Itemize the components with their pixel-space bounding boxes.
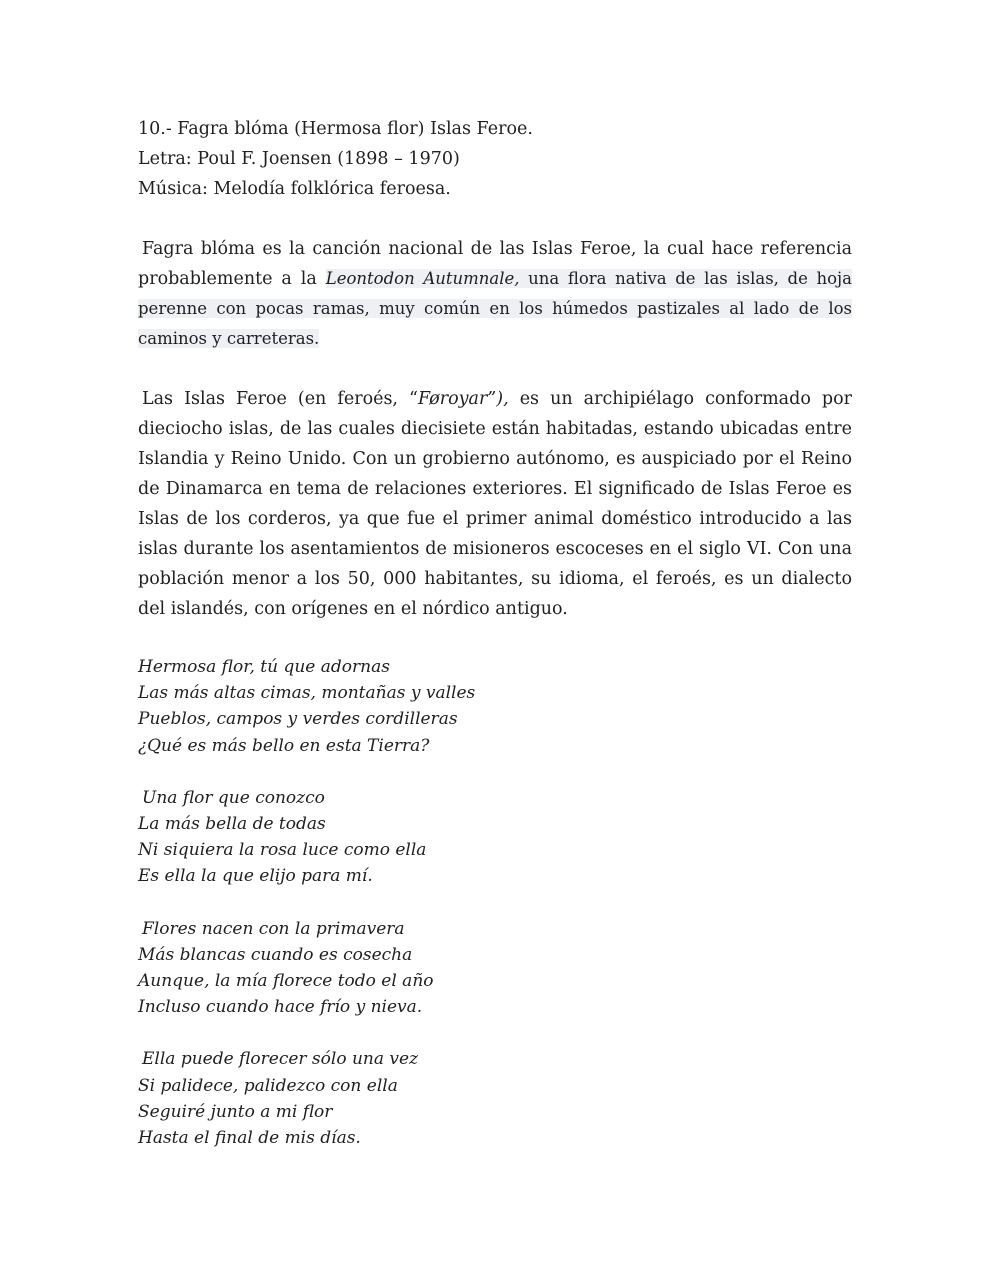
species-name: Leontodon Autumnale, xyxy=(325,269,520,288)
verse-line: Flores nacen con la primavera xyxy=(142,918,405,939)
islands-text-1: Las Islas Feroe (en feroés, “ xyxy=(142,389,418,409)
verse-line: Es ella la que elijo para mí. xyxy=(138,866,373,887)
native-name: Føroyar”), xyxy=(418,389,509,409)
verse-line: Hasta el final de mis días. xyxy=(138,1128,361,1149)
document-page xyxy=(138,114,852,1177)
islands-paragraph xyxy=(138,384,852,624)
stanza-3 xyxy=(138,916,852,1021)
stanza-4 xyxy=(138,1046,852,1151)
intro-text-1: Fagra blóma es la canción nacional de las Islas Feroe, la cual hace referencia probablemente a la xyxy=(138,239,852,289)
song-title: 10.- Fagra blóma (Hermosa flor) Islas Feroe. xyxy=(138,119,533,139)
music-credit: Música: Melodía folklórica feroesa. xyxy=(138,179,451,199)
verse-line: Aunque, la mía florece todo el año xyxy=(138,971,434,992)
stanza-2 xyxy=(138,785,852,890)
verse-line: Hermosa flor, tú que adornas xyxy=(138,657,390,677)
song-header xyxy=(138,114,852,204)
verse-line: Ni siquiera la rosa luce como ella xyxy=(138,840,427,861)
stanza-1 xyxy=(138,654,852,759)
verse-line: Ella puede florecer sólo una vez xyxy=(142,1049,419,1070)
verse-line: Incluso cuando hace frío y nieva. xyxy=(138,997,423,1018)
islands-text-2: es un archipiélago conformado por dieciocho islas, de las cuales diecisiete están habitadas, estando ubicadas entre Islandia y Reino Unido. Con un grobierno autónomo, es auspiciado por el Reino de Dinamarca en tema de relaciones exteriores. El significado de Islas Feroe es Islas de los corderos, ya que fue el primer animal doméstico introducido a las islas durante los asentamientos de misioneros escoceses en el siglo VI. Con una población menor a los 50, 000 habitantes, su idioma, el feroés, es un dialecto del islandés, con orígenes en el nórdico antiguo. xyxy=(138,389,852,619)
verse-line: Pueblos, campos y verdes cordilleras xyxy=(138,709,458,730)
verse-line: Las más altas cimas, montañas y valles xyxy=(138,683,476,704)
intro-paragraph xyxy=(138,234,852,354)
verse-line: Seguiré junto a mi flor xyxy=(138,1101,333,1122)
verse-line: Más blancas cuando es cosecha xyxy=(138,944,413,965)
verse-line: ¿Qué es más bello en esta Tierra? xyxy=(138,735,430,756)
verse-line: Una flor que conozco xyxy=(142,787,325,808)
verse-line: Si palidece, palidezco con ella xyxy=(138,1075,398,1096)
intro-text-2: una flora nativa de las islas, de hoja perenne con pocas ramas, muy común en los húmedos pastizales al lado de los caminos y carreteras. xyxy=(138,269,852,348)
verse-line: La más bella de todas xyxy=(138,814,326,835)
lyrics-credit: Letra: Poul F. Joensen (1898 – 1970) xyxy=(138,149,460,169)
